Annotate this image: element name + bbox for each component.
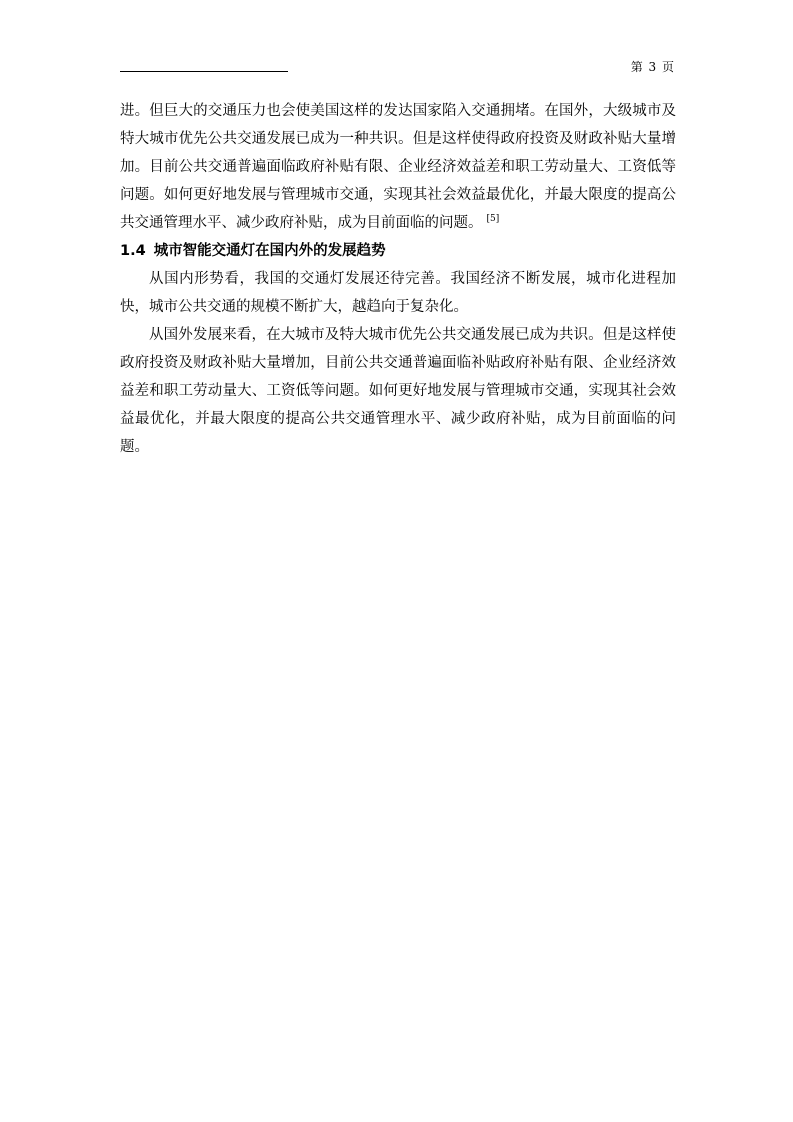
- foreign-paragraph: 从国外发展来看，在大城市及特大城市优先公共交通发展已成为共识。但是这样使政府投资及财政补贴大量增加，目前公共交通普遍面临补贴政府补贴有限、企业经济效益差和职工劳动量大、工资低等问题。如何更好地发展与管理城市交通，实现其社会效益最优化，并最大限度的提高公共交通管理水平、减少政府补贴，成为目前面临的问题。: [120, 327, 676, 455]
- reference-mark: [5]: [486, 214, 500, 225]
- section-title: 城市智能交通灯在国内外的发展趋势: [153, 243, 386, 259]
- header-rule: [120, 71, 288, 72]
- section-number: 1.4: [120, 243, 146, 259]
- section-heading: [120, 237, 676, 265]
- page-number: 第 3 页: [630, 60, 675, 74]
- body-text: [120, 97, 676, 461]
- continuation-paragraph: [120, 97, 676, 237]
- domestic-paragraph: 从国内形势看，我国的交通灯发展还待完善。我国经济不断发展，城市化进程加快，城市公共交通的规模不断扩大，越趋向于复杂化。: [120, 271, 676, 315]
- continuation-text: 进。但巨大的交通压力也会使美国这样的发达国家陷入交通拥堵。在国外，大级城市及特大城市优先公共交通发展已成为一种共识。但是这样使得政府投资及财政补贴大量增加。目前公共交通普遍面临政府补贴有限、企业经济效益差和职工劳动量大、工资低等问题。如何更好地发展与管理城市交通，实现其社会效益最优化，并最大限度的提高公共交通管理水平、减少政府补贴，成为目前面临的问题。: [120, 103, 676, 231]
